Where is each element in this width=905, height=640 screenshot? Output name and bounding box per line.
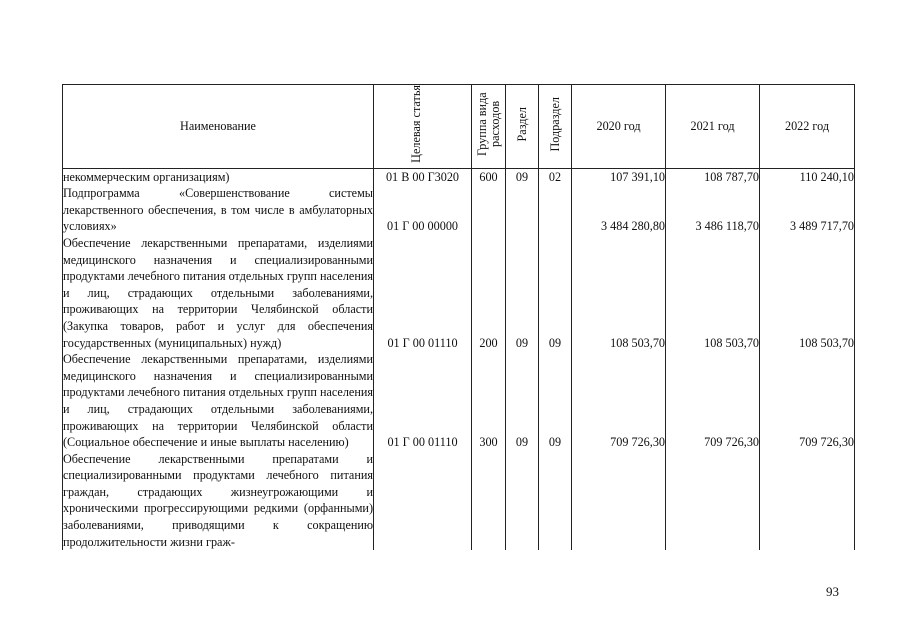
page-number: 93 [826,584,839,599]
row-2021: 3 486 118,70 [666,185,760,235]
row-2022: 110 240,10 [760,168,855,185]
row-subsection [539,451,572,551]
row-target: 01 В 00 Г3020 [374,168,472,185]
table-row [63,451,855,551]
table-row [63,168,855,185]
header-2020: 2020 год [572,85,666,169]
row-name: Обеспечение лекарственными препаратами, изделиями медицинского назначения и специализированными продуктами лечебного питания отдельных групп населения и лиц, страдающих отдельными заболеваниями, проживающих на территории Челябинской области (Закупка товаров, работ и услуг для обеспечения государственных (муниципальных) нужд) [63,235,373,350]
row-subsection: 09 [539,235,572,351]
row-section: 09 [506,351,539,451]
row-subsection: 09 [539,351,572,451]
header-group-label: Группа вида расходов [474,92,502,156]
row-2021 [666,451,760,551]
row-group: 600 [472,168,506,185]
row-section [506,185,539,235]
row-2021: 108 787,70 [666,168,760,185]
header-subsection-label: Подраздел [547,96,562,152]
row-2022: 3 489 717,70 [760,185,855,235]
header-2022: 2022 год [760,85,855,169]
row-section: 09 [506,168,539,185]
row-2020 [572,451,666,551]
row-group [472,451,506,551]
header-group [472,85,506,169]
row-target: 01 Г 00 00000 [374,185,472,235]
row-name: Подпрограмма «Совершенствование системы лекарственного обеспечения, в том числе в амбулаторных условиях» [63,186,373,234]
row-subsection [539,185,572,235]
row-section [506,451,539,551]
table-row [63,351,855,451]
row-name: некоммерческим организациям) [63,168,374,185]
row-2020: 709 726,30 [572,351,666,451]
header-name: Наименование [63,85,374,169]
header-section-label: Раздел [514,106,529,142]
table-row [63,235,855,351]
row-2022: 709 726,30 [760,351,855,451]
header-target [374,85,472,169]
row-target [374,451,472,551]
row-group [472,185,506,235]
row-2020: 108 503,70 [572,235,666,351]
header-subsection [539,85,572,169]
row-group: 300 [472,351,506,451]
row-2022: 108 503,70 [760,235,855,351]
row-subsection: 02 [539,168,572,185]
header-target-label: Целевая статья [408,85,423,163]
row-group: 200 [472,235,506,351]
budget-table [62,84,855,550]
row-name: Обеспечение лекарственными препаратами и специализированными продуктами лечебного питания граждан, страдающих жизнеугрожающими и хроническими прогрессирующими редкими (орфанными) заболеваниями, приводящими к сокращению продолжительности жизни граж- [63,451,373,549]
row-name: Обеспечение лекарственными препаратами, изделиями медицинского назначения и специализированными продуктами лечебного питания отдельных групп населения и лиц, страдающих отдельными заболеваниями, проживающих на территории Челябинской области (Социальное обеспечение и иные выплаты населению) [63,352,373,450]
header-section [506,85,539,169]
row-2021: 108 503,70 [666,235,760,351]
row-2020: 3 484 280,80 [572,185,666,235]
row-target: 01 Г 00 01110 [374,235,472,351]
row-2021: 709 726,30 [666,351,760,451]
row-2022 [760,451,855,551]
row-target: 01 Г 00 01110 [374,351,472,451]
table-header-row [63,85,855,169]
table-row [63,185,855,235]
header-2021: 2021 год [666,85,760,169]
row-section: 09 [506,235,539,351]
row-2020: 107 391,10 [572,168,666,185]
